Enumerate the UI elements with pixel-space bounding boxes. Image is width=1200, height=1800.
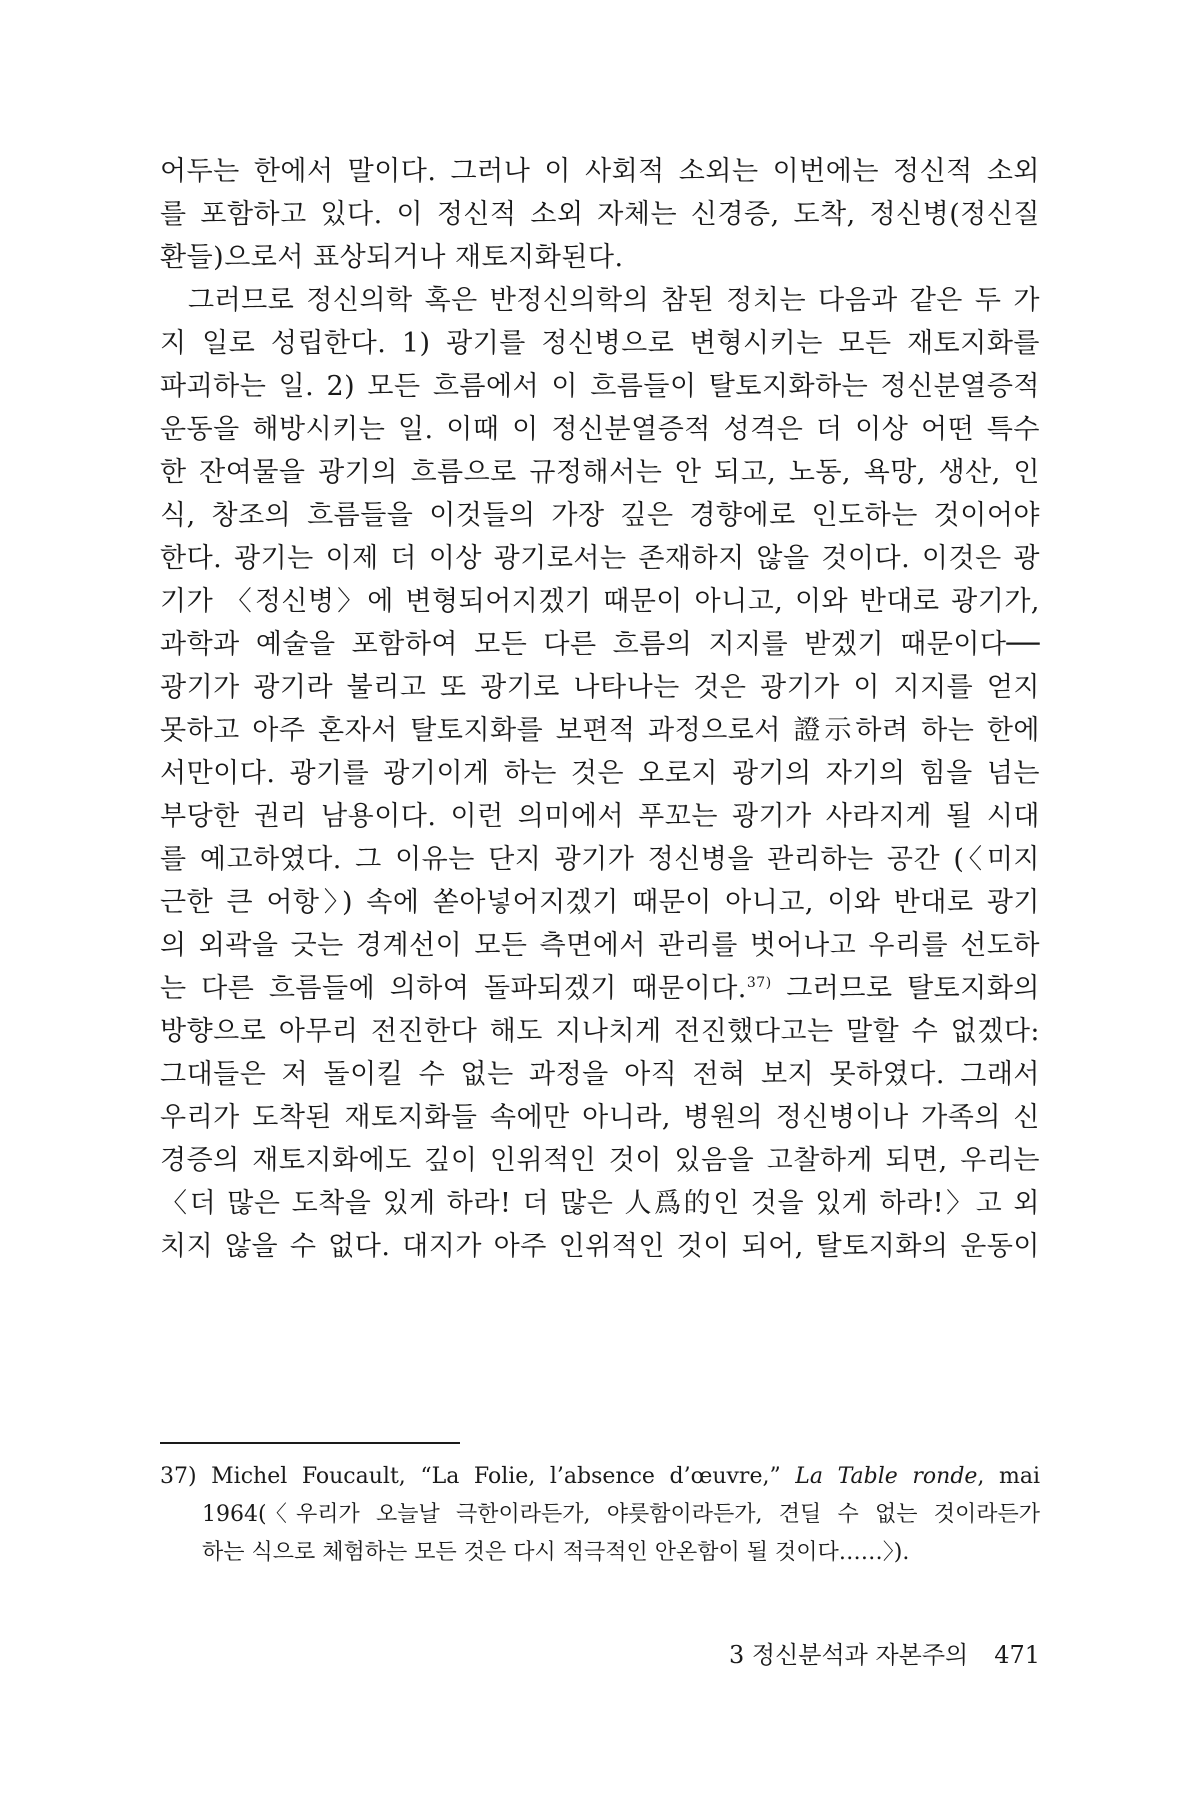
text-line: 한다. 광기는 이제 더 이상 광기로서는 존재하지 않을 것이다. 이것은 광 xyxy=(160,543,1040,574)
text-line: 한 잔여물을 광기의 흐름으로 규정해서는 안 되고, 노동, 욕망, 생산, 인 xyxy=(160,457,1040,488)
text-line: 지 일로 성립한다. 1) 광기를 정신병으로 변형시키는 모든 재토지화를 xyxy=(160,328,1040,359)
text-line: 경증의 재토지화에도 깊이 인위적인 것이 있음을 고찰하게 되면, 우리는 xyxy=(160,1145,1040,1176)
text-line: 근한 큰 어항〉) 속에 쏟아넣어지겠기 때문이 아니고, 이와 반대로 광기 xyxy=(160,887,1040,918)
text-line: 광기가 광기라 불리고 또 광기로 나타나는 것은 광기가 이 지지를 얻지 xyxy=(160,672,1040,703)
footnote-line: 하는 식으로 체험하는 모든 것은 다시 적극적인 안온함이 될 것이다……〉). xyxy=(202,1540,910,1565)
text-line: 식, 창조의 흐름들을 이것들의 가장 깊은 경향에로 인도하는 것이어야 xyxy=(160,500,1040,531)
paragraph-start-line: 그러므로 정신의학 혹은 반정신의학의 참된 정치는 다음과 같은 두 가 xyxy=(188,285,1040,316)
page-number: 471 xyxy=(994,1641,1040,1669)
text-line: 기가 〈정신병〉에 변형되어지겠기 때문이 아니고, 이와 반대로 광기가, xyxy=(160,586,1040,617)
text-line: 서만이다. 광기를 광기이게 하는 것은 오로지 광기의 자기의 힘을 넘는 xyxy=(160,758,1040,789)
footnote-journal: La Table ronde xyxy=(795,1464,978,1489)
text-segment: 그러므로 탈토지화의 xyxy=(771,973,1040,1004)
text-line: 환들)으로서 표상되거나 재토지화된다. xyxy=(160,242,624,273)
footnote-author: Michel Foucault, xyxy=(211,1464,406,1489)
text-line: 운동을 해방시키는 일. 이때 이 정신분열증적 성격은 더 이상 어떤 특수 xyxy=(160,414,1040,445)
text-line: 우리가 도착된 재토지화들 속에만 아니라, 병원의 정신병이나 가족의 신 xyxy=(160,1102,1040,1133)
body-text xyxy=(160,150,1040,1268)
chapter-title: 3 정신분석과 자본주의 xyxy=(729,1641,969,1669)
text-line: 과학과 예술을 포함하여 모든 다른 흐름의 지지를 받겠기 때문이다── xyxy=(160,629,1040,660)
text-line: 를 예고하였다. 그 이유는 단지 광기가 정신병을 관리하는 공간 (〈미지 xyxy=(160,844,1040,875)
running-footer xyxy=(729,1640,1040,1670)
text-line: 를 포함하고 있다. 이 정신적 소외 자체는 신경증, 도착, 정신병(정신질 xyxy=(160,199,1040,230)
text-line-with-footnote-ref xyxy=(160,967,1040,1010)
footnote-37 xyxy=(160,1458,1040,1572)
text-segment: 는 다른 흐름들에 의하여 돌파되겠기 때문이다. xyxy=(160,973,747,1004)
footnote-divider xyxy=(160,1442,460,1444)
footnote-line xyxy=(160,1458,1040,1496)
text-line: 어두는 한에서 말이다. 그러나 이 사회적 소외는 이번에는 정신적 소외 xyxy=(160,156,1040,187)
text-line: 부당한 권리 남용이다. 이런 의미에서 푸꼬는 광기가 사라지게 될 시대 xyxy=(160,801,1040,832)
footnote-line: 1964(〈우리가 오늘날 극한이라든가, 야릇함이라든가, 견딜 수 없는 것이라든가 xyxy=(202,1502,1040,1527)
footnote-article-title: “La Folie, l’absence d’œuvre,” xyxy=(420,1464,781,1489)
text-line: 방향으로 아무리 전진한다 해도 지나치게 전진했다고는 말할 수 없겠다: xyxy=(160,1016,1040,1047)
text-line: 못하고 아주 혼자서 탈토지화를 보편적 과정으로서 證示하려 하는 한에 xyxy=(160,715,1040,746)
footnote-number: 37) xyxy=(160,1464,197,1489)
text-line: 〈더 많은 도착을 있게 하라! 더 많은 人爲的인 것을 있게 하라!〉고 외 xyxy=(160,1188,1040,1219)
footnote-reference[interactable]: 37) xyxy=(746,975,772,991)
text-line: 파괴하는 일. 2) 모든 흐름에서 이 흐름들이 탈토지화하는 정신분열증적 xyxy=(160,371,1040,402)
text-line: 치지 않을 수 없다. 대지가 아주 인위적인 것이 되어, 탈토지화의 운동이 xyxy=(160,1231,1040,1262)
text-line: 의 외곽을 긋는 경계선이 모든 측면에서 관리를 벗어나고 우리를 선도하 xyxy=(160,930,1040,961)
footnote-date: , mai xyxy=(977,1464,1040,1489)
text-line: 그대들은 저 돌이킬 수 없는 과정을 아직 전혀 보지 못하였다. 그래서 xyxy=(160,1059,1040,1090)
